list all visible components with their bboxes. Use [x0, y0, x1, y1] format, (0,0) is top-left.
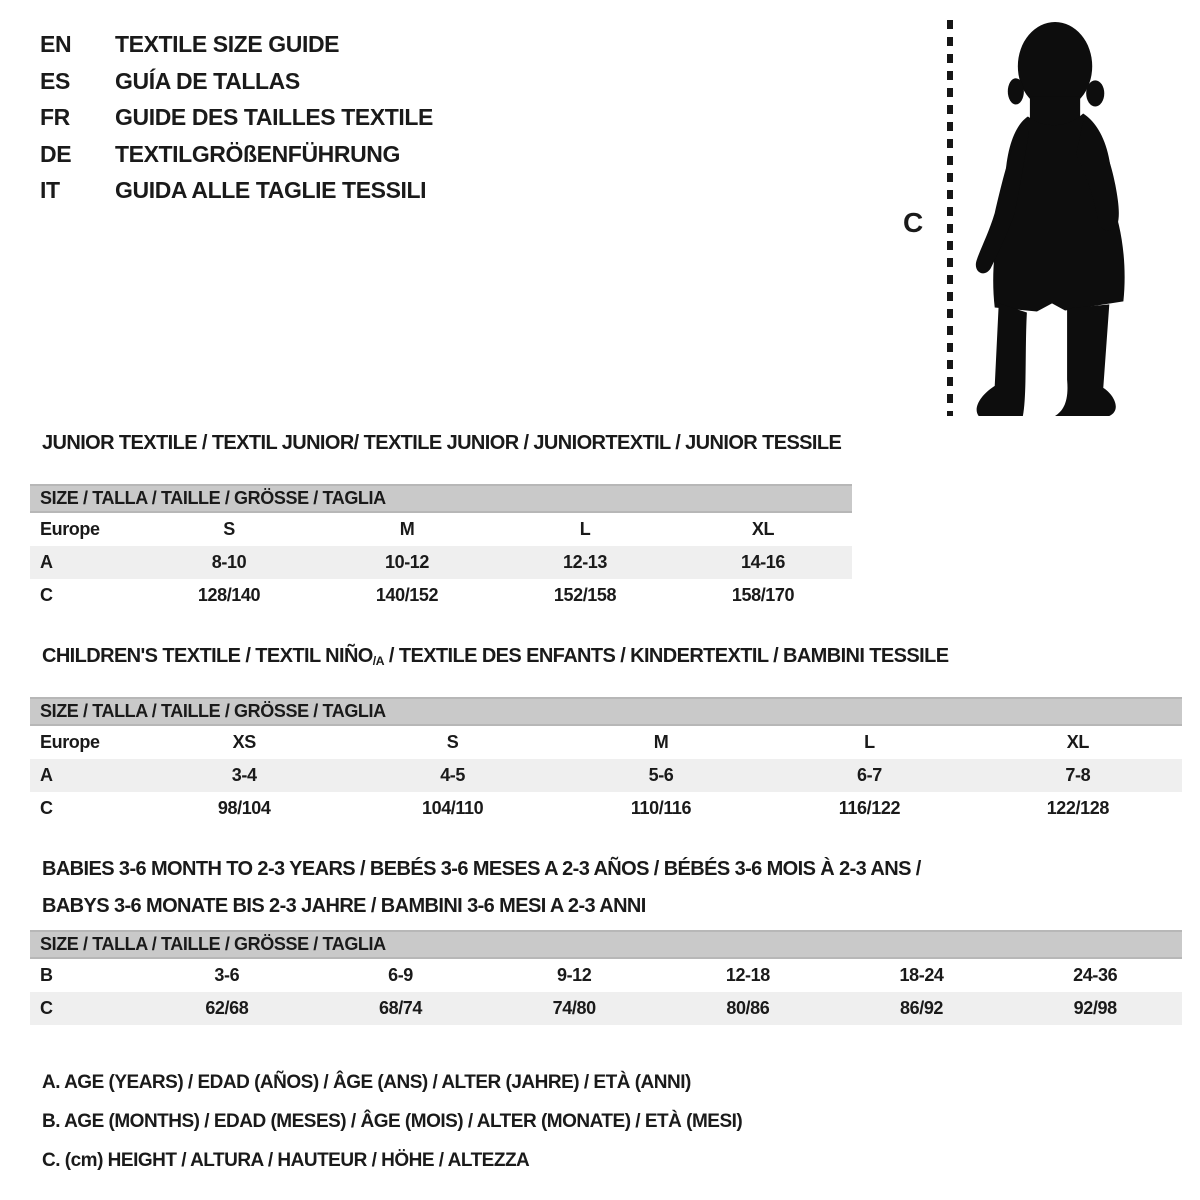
size-table-header: SIZE / TALLA / TAILLE / GRÖSSE / TAGLIA [30, 484, 852, 513]
language-row [40, 136, 433, 173]
table-cell: 6-9 [388, 965, 413, 985]
language-title: GUIDA ALLE TAGLIE TESSILI [115, 177, 427, 203]
table-row [30, 759, 1182, 792]
heading-text: CHILDREN'S TEXTILE / TEXTIL NIÑO [42, 645, 373, 667]
heading-line-1: BABIES 3-6 MONTH TO 2-3 YEARS / BEBÉS 3-6 MESES A 2-3 AÑOS / BÉBÉS 3-6 MOIS À 2-3 ANS / [42, 858, 921, 880]
table-cell: 152/158 [553, 585, 617, 605]
table-cell: 140/152 [375, 585, 439, 605]
table-cell: 98/104 [217, 798, 271, 818]
table-row [30, 992, 1182, 1025]
table-row [30, 792, 1182, 825]
table-cell: 10-12 [384, 552, 430, 572]
table-row [30, 513, 852, 546]
table-cell: XL [751, 519, 775, 539]
table-cell: 18-24 [899, 965, 944, 985]
table-cell: 7-8 [1065, 765, 1091, 785]
size-table-header: SIZE / TALLA / TAILLE / GRÖSSE / TAGLIA [30, 930, 1182, 959]
table-cell: 14-16 [740, 552, 786, 572]
section-heading: JUNIOR TEXTILE / TEXTIL JUNIOR/ TEXTILE JUNIOR / JUNIORTEXTIL / JUNIOR TESSILE [42, 432, 842, 454]
table-cell: L [579, 519, 591, 539]
table-cell: 92/98 [1073, 998, 1117, 1018]
table-cell: 116/122 [838, 798, 901, 818]
language-code: DE [40, 140, 72, 167]
language-title-list [40, 26, 433, 209]
table-cell: 12-13 [562, 552, 608, 572]
table-cell: 74/80 [552, 998, 596, 1018]
language-code: IT [40, 177, 60, 203]
section-heading [42, 851, 1182, 925]
babies-size-table [30, 930, 1182, 1025]
row-label: A [40, 765, 53, 785]
language-row [40, 63, 433, 100]
table-row [30, 579, 852, 612]
legend-line-c: C. (cm) HEIGHT / ALTURA / HAUTEUR / HÖHE / ALTEZZA [42, 1150, 530, 1171]
heading-text: / TEXTILE DES ENFANTS / KINDERTEXTIL / BAMBINI TESSILE [383, 645, 949, 667]
table-cell: 9-12 [556, 965, 592, 985]
language-title: TEXTILGRÖßENFÜHRUNG [115, 140, 400, 167]
childrens-size-table [30, 697, 1182, 825]
language-code: FR [40, 104, 70, 130]
legend-line-a: A. AGE (YEARS) / EDAD (AÑOS) / ÂGE (ANS) / ALTER (JAHRE) / ETÀ (ANNI) [42, 1072, 691, 1093]
language-code: ES [40, 67, 70, 94]
table-row [30, 546, 852, 579]
table-cell: XS [232, 732, 256, 752]
measurement-legend [42, 1063, 742, 1180]
table-cell: 104/110 [421, 798, 484, 818]
table-cell: 24-36 [1073, 965, 1118, 985]
toddler-silhouette-icon [962, 16, 1136, 418]
table-cell: L [864, 732, 875, 752]
table-cell: 8-10 [211, 552, 247, 572]
junior-size-table [30, 484, 852, 612]
table-cell: 128/140 [197, 585, 261, 605]
row-label: C [40, 585, 53, 605]
table-cell: 86/92 [900, 998, 944, 1018]
row-label: C [40, 798, 53, 818]
language-row [40, 26, 433, 63]
language-title: TEXTILE SIZE GUIDE [115, 31, 340, 57]
table-cell: 122/128 [1046, 798, 1109, 818]
table-cell: S [223, 519, 235, 539]
legend-line-b: B. AGE (MONTHS) / EDAD (MESES) / ÂGE (MOIS) / ALTER (MONATE) / ETÀ (MESI) [42, 1111, 743, 1132]
table-cell: M [399, 519, 415, 539]
table-cell: 80/86 [726, 998, 770, 1018]
size-table-header: SIZE / TALLA / TAILLE / GRÖSSE / TAGLIA [30, 697, 1182, 726]
height-measure-label: C [903, 207, 923, 238]
section-babies-textile [30, 851, 1182, 1025]
language-title: GUIDE DES TAILLES TEXTILE [115, 104, 433, 130]
table-cell: 6-7 [857, 765, 882, 785]
section-junior-textile [30, 431, 852, 612]
language-row [40, 99, 433, 136]
table-cell: 158/170 [731, 585, 795, 605]
table-row [30, 726, 1182, 759]
table-cell: 4-5 [440, 765, 466, 785]
section-heading [42, 644, 1182, 670]
heading-line-2: BABYS 3-6 MONATE BIS 2-3 JAHRE / BAMBINI 3-6 MESI A 2-3 ANNI [42, 895, 646, 917]
height-measure-dashed-line [947, 20, 953, 416]
table-cell: 3-4 [231, 765, 257, 785]
language-title: GUÍA DE TALLAS [115, 67, 300, 94]
table-cell: 12-18 [725, 965, 770, 985]
language-row [40, 172, 433, 209]
heading-subscript: /A [372, 653, 384, 668]
table-cell: S [446, 732, 459, 752]
table-cell: XL [1066, 732, 1089, 752]
table-cell: 110/116 [630, 798, 692, 818]
row-label: B [40, 965, 53, 985]
table-cell: M [653, 732, 669, 752]
section-childrens-textile [30, 644, 1182, 825]
table-cell: 3-6 [214, 965, 240, 985]
table-cell: 68/74 [378, 998, 423, 1018]
table-cell: 5-6 [648, 765, 674, 785]
table-row [30, 959, 1182, 992]
table-cell: 62/68 [205, 998, 249, 1018]
row-label: Europe [40, 732, 100, 752]
row-label: Europe [40, 519, 100, 539]
language-code: EN [40, 31, 72, 57]
row-label: A [40, 552, 53, 572]
row-label: C [40, 998, 53, 1018]
